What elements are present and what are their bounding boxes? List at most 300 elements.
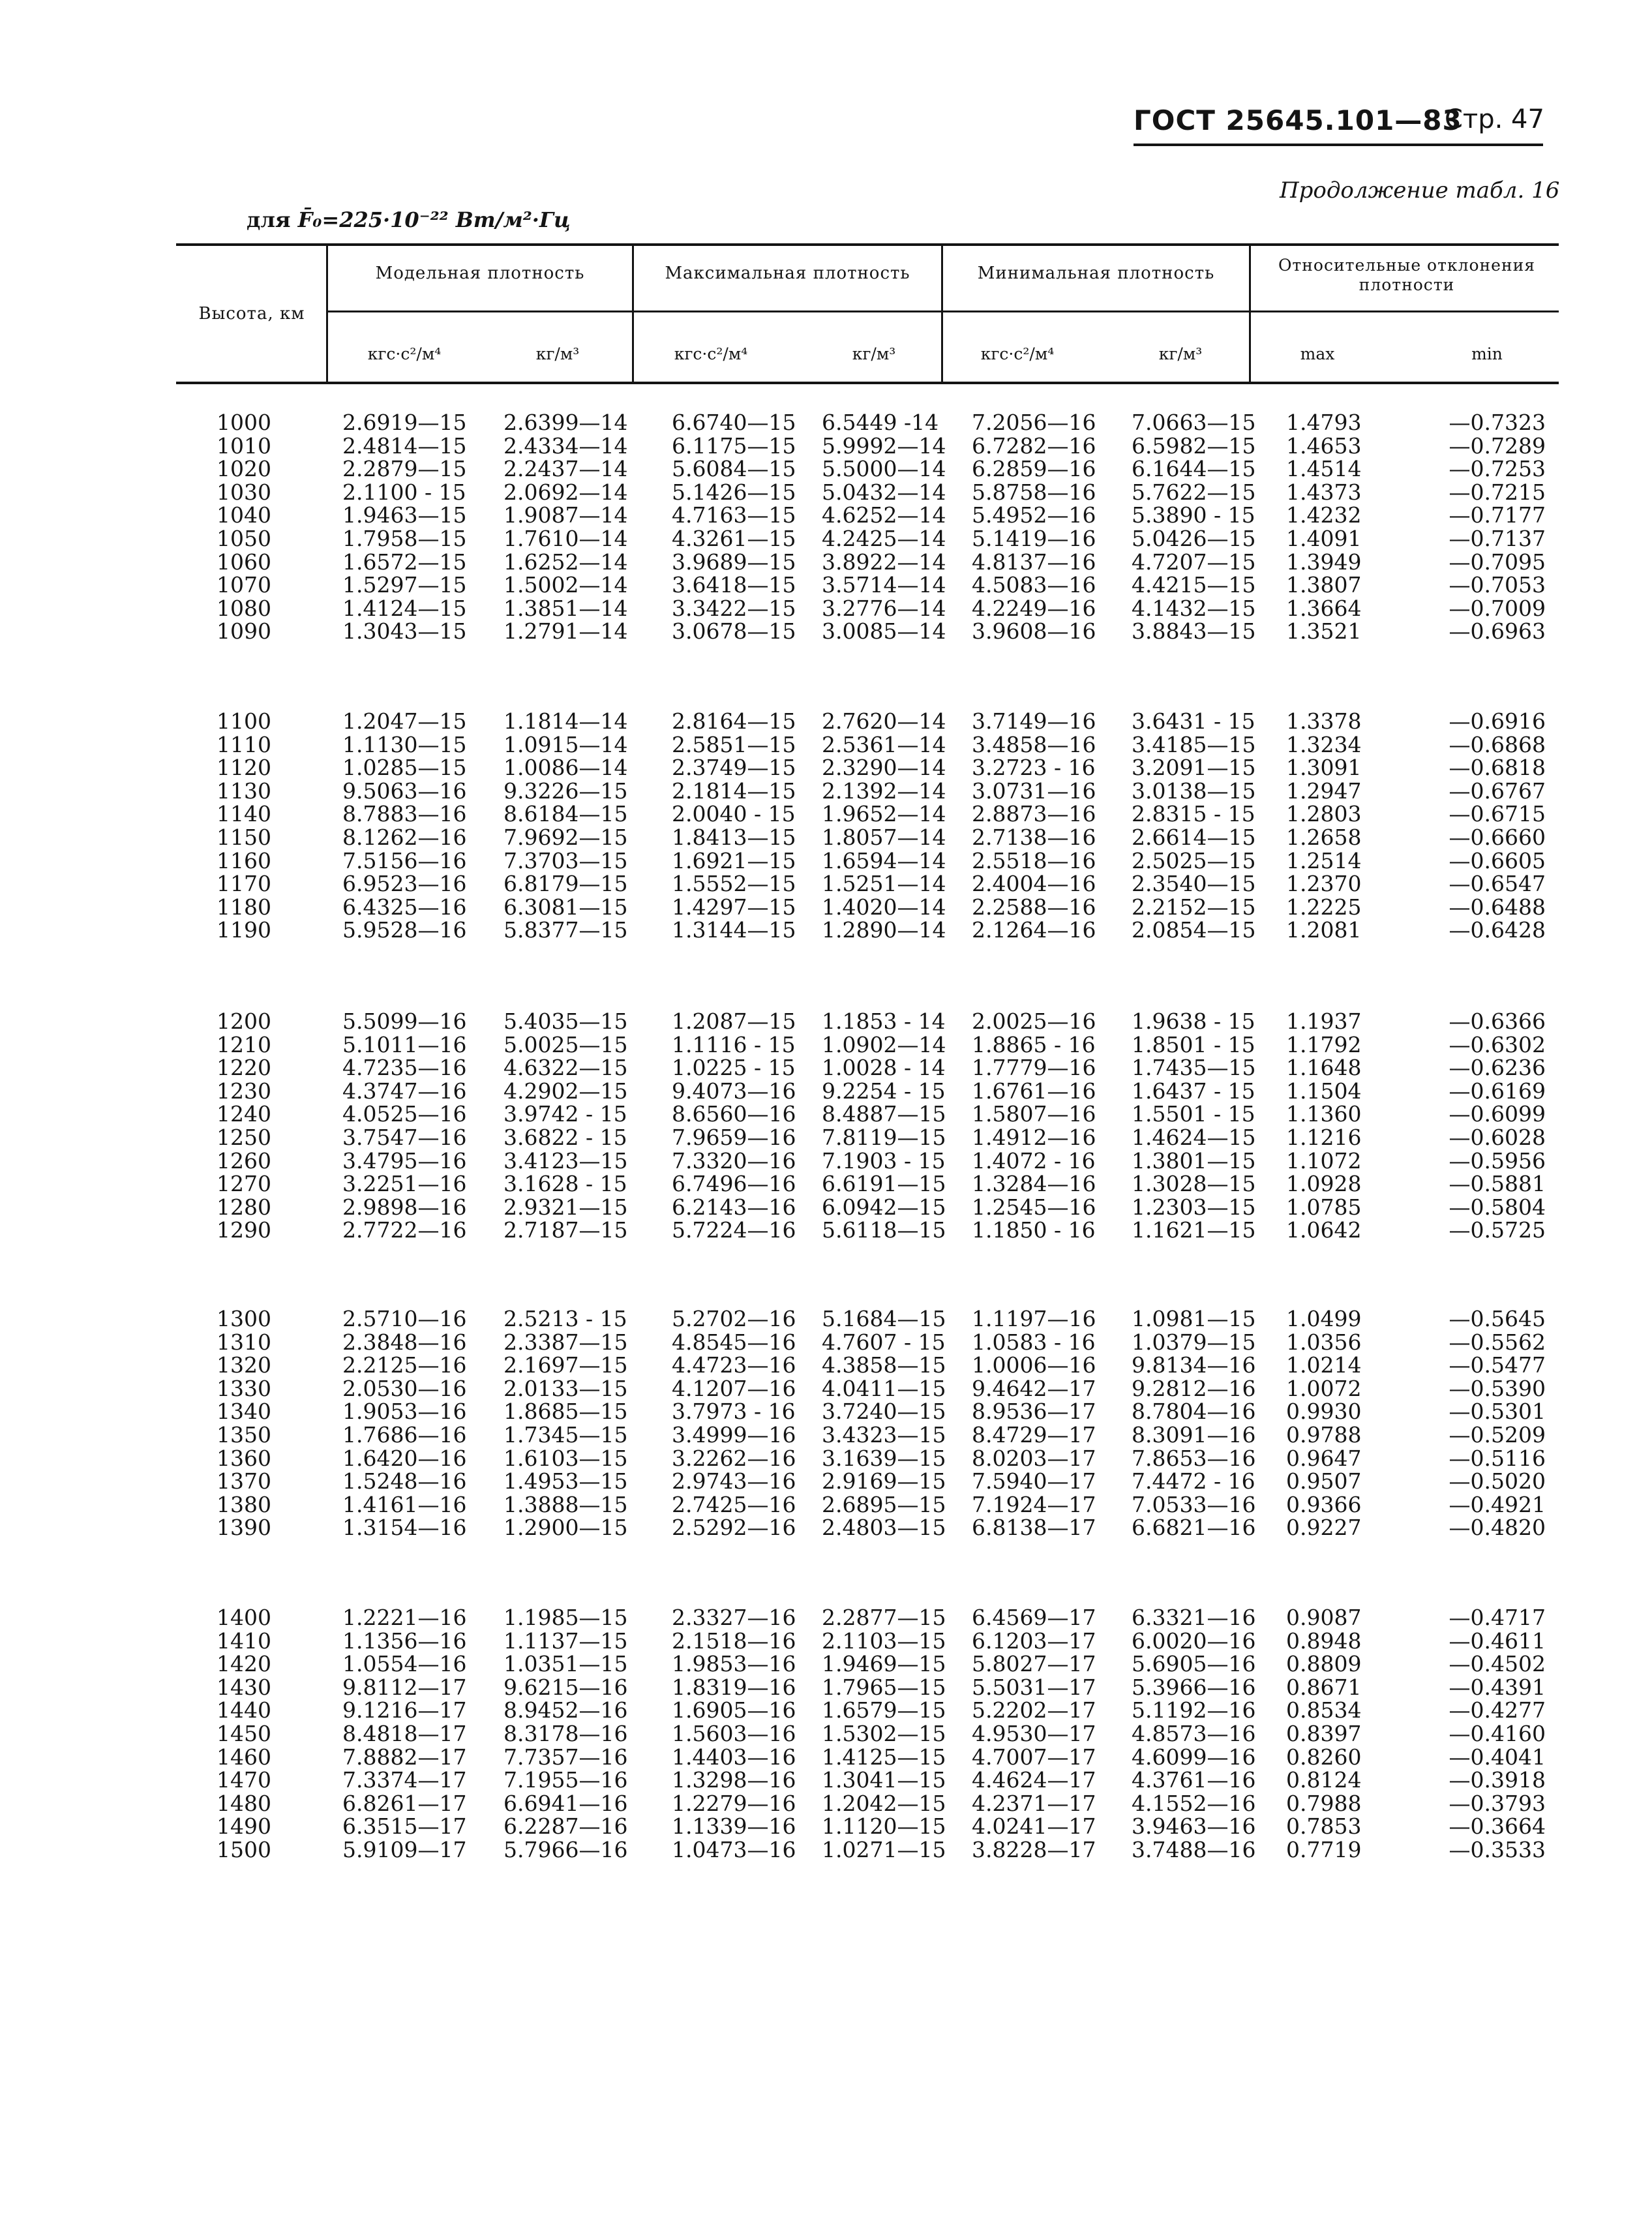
cell-min-kg: 4.8573—16	[1132, 1721, 1256, 1746]
cell-dev-min: —0.6236	[1449, 1055, 1546, 1081]
cell-height: 1220	[217, 1055, 271, 1081]
cell-model-kgs: 9.1216—17	[342, 1697, 467, 1723]
cell-max-kg: 5.0432—14	[822, 479, 946, 505]
cell-min-kg: 6.1644—15	[1132, 456, 1256, 482]
cell-min-kgs: 3.2723 - 16	[972, 755, 1096, 781]
cell-dev-min: —0.6428	[1449, 917, 1546, 943]
cell-min-kgs: 4.5083—16	[972, 572, 1096, 598]
cell-dev-min: —0.7095	[1449, 549, 1546, 575]
condition-formula: F̄₀=225·10⁻²² Вт/м²·Гц	[297, 207, 571, 232]
cell-min-kg: 6.3321—16	[1132, 1605, 1256, 1630]
cell-height: 1000	[217, 410, 271, 435]
cell-min-kgs: 5.1419—16	[972, 526, 1096, 551]
cell-max-kgs: 2.1518—16	[672, 1628, 796, 1654]
table-row	[176, 1722, 1559, 1746]
cell-dev-max: 1.1072	[1286, 1147, 1362, 1174]
page-label: Стр. 47	[1445, 104, 1544, 134]
cell-model-kgs: 2.2879—15	[342, 456, 467, 482]
cell-max-kgs: 1.1116 - 15	[672, 1031, 796, 1057]
cell-min-kg: 5.3890 - 15	[1132, 502, 1255, 528]
cell-dev-min: —0.5562	[1449, 1329, 1546, 1355]
cell-dev-min: —0.4277	[1449, 1697, 1546, 1723]
cell-max-kg: 2.5361—14	[822, 731, 946, 757]
cell-max-kgs: 2.5292—16	[672, 1515, 796, 1541]
cell-dev-min: —0.6660	[1449, 825, 1546, 850]
table-header-rule	[176, 382, 1559, 384]
cell-min-kgs: 3.9608—16	[972, 618, 1096, 644]
cell-max-kg: 4.2425—14	[822, 526, 946, 551]
cell-max-kg: 1.9469—15	[822, 1651, 946, 1677]
cell-max-kg: 3.7240—15	[822, 1399, 946, 1425]
cell-model-kg: 5.7966—16	[503, 1837, 628, 1862]
cell-max-kg: 5.9992—14	[822, 432, 946, 459]
cell-min-kgs: 4.2371—17	[972, 1790, 1096, 1816]
cell-dev-max: 1.3807	[1286, 572, 1362, 598]
cell-model-kgs: 1.6572—15	[342, 549, 467, 575]
cell-min-kgs: 6.2859—16	[972, 456, 1096, 482]
cell-max-kg: 1.0271—15	[822, 1837, 946, 1862]
cell-min-kgs: 5.2202—17	[972, 1697, 1096, 1723]
cell-dev-max: 1.0785	[1286, 1194, 1362, 1220]
cell-model-kgs: 3.2251—16	[342, 1171, 467, 1197]
cell-min-kg: 5.3966—16	[1132, 1674, 1256, 1700]
cell-max-kgs: 1.2279—16	[672, 1790, 796, 1816]
cell-min-kg: 8.3091—16	[1132, 1422, 1256, 1448]
cell-min-kg: 3.6431 - 15	[1132, 708, 1255, 734]
cell-min-kgs: 6.8138—17	[972, 1515, 1096, 1541]
cell-model-kgs: 8.7883—16	[342, 801, 467, 827]
cell-height: 1470	[217, 1767, 271, 1793]
cell-min-kgs: 4.4624—17	[972, 1767, 1096, 1793]
cell-min-kgs: 2.4004—16	[972, 871, 1096, 897]
table-row	[176, 1652, 1559, 1676]
cell-dev-max: 1.2658	[1286, 825, 1362, 850]
cell-model-kgs: 7.3374—17	[342, 1767, 467, 1793]
cell-min-kgs: 8.0203—17	[972, 1445, 1096, 1471]
cell-dev-max: 0.9507	[1286, 1468, 1362, 1494]
cell-model-kg: 2.5213 - 15	[503, 1306, 627, 1331]
table-row	[176, 1354, 1559, 1377]
cell-dev-min: —0.4921	[1449, 1491, 1546, 1517]
cell-model-kg: 6.6941—16	[503, 1790, 628, 1816]
cell-max-kg: 1.1120—15	[822, 1813, 946, 1840]
cell-model-kg: 3.1628 - 15	[503, 1171, 627, 1197]
cell-model-kgs: 4.7235—16	[342, 1055, 467, 1081]
cell-min-kgs: 7.1924—17	[972, 1491, 1096, 1517]
cell-model-kgs: 2.7722—16	[342, 1217, 467, 1243]
cell-min-kgs: 1.5807—16	[972, 1101, 1096, 1127]
cell-max-kg: 7.8119—15	[822, 1125, 946, 1150]
header-rule	[1134, 144, 1543, 146]
cell-dev-min: —0.6099	[1449, 1101, 1546, 1127]
cell-max-kg: 4.6252—14	[822, 502, 946, 528]
cell-min-kg: 3.4185—15	[1132, 731, 1256, 757]
cell-max-kgs: 1.0225 - 15	[672, 1055, 796, 1081]
cell-min-kgs: 7.5940—17	[972, 1468, 1096, 1494]
cell-max-kg: 2.1392—14	[822, 778, 946, 804]
cell-min-kgs: 2.0025—16	[972, 1008, 1096, 1034]
cell-model-kg: 1.4953—15	[503, 1468, 628, 1494]
cell-dev-min: —0.4820	[1449, 1515, 1546, 1541]
cell-min-kgs: 3.7149—16	[972, 708, 1096, 734]
cell-min-kg: 4.6099—16	[1132, 1744, 1256, 1770]
cell-model-kgs: 5.1011—16	[342, 1031, 467, 1057]
cell-dev-min: —0.5209	[1449, 1422, 1546, 1448]
cell-dev-min: —0.4502	[1449, 1651, 1546, 1677]
group-max: Максимальная плотность	[665, 264, 910, 283]
cell-max-kg: 2.9169—15	[822, 1468, 946, 1494]
cell-model-kg: 2.9321—15	[503, 1194, 628, 1220]
cell-height: 1430	[217, 1674, 271, 1700]
cell-max-kgs: 1.8319—16	[672, 1674, 796, 1700]
cell-max-kg: 3.0085—14	[822, 618, 946, 644]
cell-min-kg: 7.8653—16	[1132, 1445, 1256, 1471]
cell-min-kgs: 8.4729—17	[972, 1422, 1096, 1448]
cell-height: 1230	[217, 1078, 271, 1104]
cell-min-kg: 6.6821—16	[1132, 1515, 1256, 1541]
cell-model-kg: 6.8179—15	[503, 871, 628, 897]
cell-dev-max: 0.9087	[1286, 1605, 1362, 1630]
table-row	[176, 918, 1559, 942]
cell-model-kg: 9.3226—15	[503, 778, 628, 804]
cell-height: 1330	[217, 1375, 271, 1401]
cell-height: 1190	[217, 917, 271, 943]
unit-max-kg: кг/м³	[852, 344, 896, 363]
cell-min-kg: 9.2812—16	[1132, 1375, 1256, 1401]
table-row	[176, 1815, 1559, 1838]
cell-height: 1280	[217, 1194, 271, 1220]
cell-min-kg: 4.1432—15	[1132, 595, 1256, 621]
cell-max-kgs: 9.4073—16	[672, 1078, 796, 1104]
cell-model-kgs: 1.4124—15	[342, 595, 467, 621]
cell-dev-max: 1.2947	[1286, 778, 1362, 804]
cell-model-kg: 1.1985—15	[503, 1605, 628, 1630]
cell-height: 1480	[217, 1790, 271, 1816]
cell-min-kg: 1.4624—15	[1132, 1125, 1256, 1150]
cell-height: 1370	[217, 1468, 271, 1494]
cell-height: 1290	[217, 1217, 271, 1243]
cell-model-kgs: 1.3154—16	[342, 1515, 467, 1541]
cell-dev-max: 1.3091	[1286, 755, 1362, 781]
table-row	[176, 1423, 1559, 1447]
table-row	[176, 780, 1559, 803]
cell-dev-min: —0.6916	[1449, 708, 1546, 734]
cell-max-kgs: 6.7496—16	[672, 1171, 796, 1197]
cell-max-kgs: 5.7224—16	[672, 1217, 796, 1243]
table-row	[176, 1056, 1559, 1080]
cell-height: 1310	[217, 1329, 271, 1355]
cell-dev-min: —0.5477	[1449, 1352, 1546, 1378]
table-row	[176, 1746, 1559, 1769]
cell-model-kg: 1.5002—14	[503, 572, 628, 598]
cell-model-kg: 2.0692—14	[503, 479, 628, 505]
cell-height: 1460	[217, 1744, 271, 1770]
cell-max-kgs: 2.9743—16	[672, 1468, 796, 1494]
table-row	[176, 849, 1559, 873]
cell-min-kg: 2.3540—15	[1132, 871, 1256, 897]
cell-dev-min: —0.6767	[1449, 778, 1546, 804]
cell-height: 1420	[217, 1651, 271, 1677]
cell-dev-min: —0.6715	[1449, 801, 1546, 827]
cell-max-kgs: 7.3320—16	[672, 1147, 796, 1174]
table-row	[176, 1126, 1559, 1149]
cell-model-kg: 2.2437—14	[503, 456, 628, 482]
unit-max-kgs: кгс·с²/м⁴	[674, 344, 748, 363]
cell-dev-max: 0.9647	[1286, 1445, 1362, 1471]
cell-dev-max: 1.2225	[1286, 894, 1362, 920]
cell-dev-max: 0.7988	[1286, 1790, 1362, 1816]
cell-dev-max: 1.2081	[1286, 917, 1362, 943]
cell-dev-min: —0.5725	[1449, 1217, 1546, 1243]
table-row	[176, 802, 1559, 826]
cell-dev-min: —0.4391	[1449, 1674, 1546, 1700]
cell-dev-min: —0.5301	[1449, 1399, 1546, 1425]
cell-model-kgs: 2.6919—15	[342, 410, 467, 435]
cell-model-kgs: 2.1100 - 15	[342, 479, 466, 505]
cell-dev-min: —0.7137	[1449, 526, 1546, 551]
cell-height: 1390	[217, 1515, 271, 1541]
cell-max-kgs: 1.3298—16	[672, 1767, 796, 1793]
table-row	[176, 1447, 1559, 1470]
cell-model-kg: 2.0133—15	[503, 1375, 628, 1401]
cell-max-kgs: 1.4297—15	[672, 894, 796, 920]
cell-model-kg: 4.2902—15	[503, 1078, 628, 1104]
cell-dev-max: 1.3949	[1286, 549, 1362, 575]
cell-max-kgs: 3.4999—16	[672, 1422, 796, 1448]
cell-min-kg: 3.2091—15	[1132, 755, 1256, 781]
cell-min-kgs: 2.2588—16	[972, 894, 1096, 920]
cell-model-kg: 1.3851—14	[503, 595, 628, 621]
table-row	[176, 1377, 1559, 1401]
cell-dev-max: 0.9788	[1286, 1422, 1362, 1448]
cell-min-kgs: 9.4642—17	[972, 1375, 1096, 1401]
cell-height: 1030	[217, 479, 271, 505]
cell-model-kg: 1.3888—15	[503, 1491, 628, 1517]
cell-max-kgs: 4.8545—16	[672, 1329, 796, 1355]
cell-model-kg: 3.9742 - 15	[503, 1101, 627, 1127]
continuation-note: Продолжение табл. 16	[1280, 177, 1560, 204]
cell-min-kgs: 1.8865 - 16	[972, 1031, 1096, 1057]
cell-dev-min: —0.5881	[1449, 1171, 1546, 1197]
cell-model-kgs: 4.3747—16	[342, 1078, 467, 1104]
cell-dev-max: 1.4091	[1286, 526, 1362, 551]
cell-max-kgs: 2.5851—15	[672, 731, 796, 757]
unit-min-kgs: кгс·с²/м⁴	[980, 344, 1055, 363]
cell-min-kg: 1.3028—15	[1132, 1171, 1256, 1197]
cell-max-kg: 6.5449 -14	[822, 410, 939, 435]
cell-model-kgs: 1.1130—15	[342, 731, 467, 757]
table-row	[176, 1400, 1559, 1423]
cell-min-kg: 2.0854—15	[1132, 917, 1256, 943]
cell-min-kg: 1.5501 - 15	[1132, 1101, 1255, 1127]
cell-max-kgs: 2.3327—16	[672, 1605, 796, 1630]
cell-min-kgs: 2.8873—16	[972, 801, 1096, 827]
cell-dev-min: —0.3793	[1449, 1790, 1546, 1816]
cell-min-kgs: 1.1197—16	[972, 1306, 1096, 1331]
cell-dev-min: —0.5804	[1449, 1194, 1546, 1220]
cell-min-kgs: 2.7138—16	[972, 825, 1096, 850]
cell-min-kg: 1.2303—15	[1132, 1194, 1256, 1220]
cell-dev-max: 1.0072	[1286, 1375, 1362, 1401]
table-row	[176, 411, 1559, 434]
cell-min-kg: 3.7488—16	[1132, 1837, 1256, 1862]
cell-max-kg: 6.0942—15	[822, 1194, 946, 1220]
table-row	[176, 1493, 1559, 1517]
cell-dev-min: —0.6605	[1449, 847, 1546, 873]
cell-model-kgs: 1.6420—16	[342, 1445, 467, 1471]
cell-dev-min: —0.7177	[1449, 502, 1546, 528]
cell-dev-max: 0.7719	[1286, 1837, 1362, 1862]
cell-min-kg: 9.8134—16	[1132, 1352, 1256, 1378]
cell-model-kgs: 4.0525—16	[342, 1101, 467, 1127]
cell-height: 1250	[217, 1125, 271, 1150]
cell-max-kgs: 1.5552—15	[672, 871, 796, 897]
cell-dev-max: 1.4653	[1286, 432, 1362, 459]
cell-min-kg: 1.7435—15	[1132, 1055, 1256, 1081]
cell-model-kg: 5.0025—15	[503, 1031, 628, 1057]
cell-min-kgs: 4.9530—17	[972, 1721, 1096, 1746]
cell-height: 1440	[217, 1697, 271, 1723]
cell-height: 1500	[217, 1837, 271, 1862]
table-row	[176, 434, 1559, 458]
cell-max-kgs: 1.8413—15	[672, 825, 796, 850]
cell-min-kgs: 6.4569—17	[972, 1605, 1096, 1630]
cell-max-kg: 2.1103—15	[822, 1628, 946, 1654]
table-row	[176, 457, 1559, 481]
cell-max-kgs: 2.0040 - 15	[672, 801, 796, 827]
table-row	[176, 1307, 1559, 1331]
cell-dev-min: —0.7215	[1449, 479, 1546, 505]
cell-dev-min: —0.6169	[1449, 1078, 1546, 1104]
table-row	[176, 597, 1559, 620]
cell-dev-max: 1.3378	[1286, 708, 1362, 734]
cell-height: 1450	[217, 1721, 271, 1746]
cell-min-kg: 5.6905—16	[1132, 1651, 1256, 1677]
cell-min-kg: 7.0533—16	[1132, 1491, 1256, 1517]
cell-height: 1170	[217, 871, 271, 897]
table-row	[176, 481, 1559, 504]
table-row	[176, 1676, 1559, 1699]
cell-model-kg: 1.0351—15	[503, 1651, 628, 1677]
cell-height: 1340	[217, 1399, 271, 1425]
cell-height: 1120	[217, 755, 271, 781]
cell-min-kgs: 6.1203—17	[972, 1628, 1096, 1654]
cell-height: 1200	[217, 1008, 271, 1034]
cell-max-kgs: 6.2143—16	[672, 1194, 796, 1220]
cell-dev-min: —0.6302	[1449, 1031, 1546, 1057]
cell-min-kg: 3.9463—16	[1132, 1813, 1256, 1840]
cell-model-kg: 1.7610—14	[503, 526, 628, 551]
table-row	[176, 1470, 1559, 1493]
unit-max-dev: max	[1300, 344, 1335, 363]
cell-dev-max: 1.1937	[1286, 1008, 1362, 1034]
cell-max-kg: 3.5714—14	[822, 572, 946, 598]
cell-model-kg: 2.4334—14	[503, 432, 628, 459]
cell-height: 1100	[217, 708, 271, 734]
cell-min-kgs: 4.0241—17	[972, 1813, 1096, 1840]
cell-max-kgs: 2.1814—15	[672, 778, 796, 804]
cell-model-kgs: 3.7547—16	[342, 1125, 467, 1150]
cell-model-kg: 7.1955—16	[503, 1767, 628, 1793]
cell-min-kgs: 3.0731—16	[972, 778, 1096, 804]
cell-min-kg: 4.7207—15	[1132, 549, 1256, 575]
cell-min-kg: 5.7622—15	[1132, 479, 1256, 505]
cell-model-kg: 1.6252—14	[503, 549, 628, 575]
table-row	[176, 1838, 1559, 1862]
table-row	[176, 1699, 1559, 1722]
table-row	[176, 896, 1559, 919]
cell-dev-min: —0.5956	[1449, 1147, 1546, 1174]
cell-dev-max: 1.4373	[1286, 479, 1362, 505]
cell-dev-max: 0.8671	[1286, 1674, 1362, 1700]
cell-model-kg: 1.7345—15	[503, 1422, 628, 1448]
cell-model-kgs: 2.0530—16	[342, 1375, 467, 1401]
cell-model-kg: 8.6184—15	[503, 801, 628, 827]
cell-dev-max: 1.1216	[1286, 1125, 1362, 1150]
cell-dev-min: —0.7289	[1449, 432, 1546, 459]
cell-dev-max: 1.2803	[1286, 801, 1362, 827]
cell-max-kg: 4.0411—15	[822, 1375, 946, 1401]
table-row	[176, 872, 1559, 896]
cell-min-kgs: 5.5031—17	[972, 1674, 1096, 1700]
cell-model-kgs: 9.5063—16	[342, 778, 467, 804]
cell-max-kgs: 1.0473—16	[672, 1837, 796, 1862]
cell-dev-max: 1.1792	[1286, 1031, 1362, 1057]
cell-height: 1300	[217, 1306, 271, 1331]
cell-max-kgs: 2.7425—16	[672, 1491, 796, 1517]
cell-min-kgs: 1.3284—16	[972, 1171, 1096, 1197]
cell-min-kg: 4.3761—16	[1132, 1767, 1256, 1793]
cell-model-kgs: 1.2047—15	[342, 708, 467, 734]
cell-height: 1360	[217, 1445, 271, 1471]
cell-max-kg: 4.7607 - 15	[822, 1329, 946, 1355]
condition-prefix: для	[247, 207, 291, 232]
cell-model-kg: 2.7187—15	[503, 1217, 628, 1243]
cell-min-kgs: 1.6761—16	[972, 1078, 1096, 1104]
cell-dev-min: —0.7009	[1449, 595, 1546, 621]
cell-dev-max: 1.2514	[1286, 847, 1362, 873]
cell-dev-max: 0.8397	[1286, 1721, 1362, 1746]
cell-max-kg: 1.5251—14	[822, 871, 946, 897]
table-row	[176, 1331, 1559, 1354]
cell-max-kg: 6.6191—15	[822, 1171, 946, 1197]
cell-model-kg: 5.4035—15	[503, 1008, 628, 1034]
table-row	[176, 1219, 1559, 1242]
table-row	[176, 1516, 1559, 1539]
cell-height: 1070	[217, 572, 271, 598]
cell-model-kgs: 5.5099—16	[342, 1008, 467, 1034]
table-row	[176, 733, 1559, 757]
cell-min-kg: 2.6614—15	[1132, 825, 1256, 850]
cell-model-kgs: 1.0554—16	[342, 1651, 467, 1677]
table-row	[176, 1080, 1559, 1103]
cell-dev-max: 1.0928	[1286, 1171, 1362, 1197]
cell-dev-max: 1.1360	[1286, 1101, 1362, 1127]
cell-dev-min: —0.5645	[1449, 1306, 1546, 1331]
cell-dev-min: —0.3533	[1449, 1837, 1546, 1862]
cell-model-kgs: 1.9463—15	[342, 502, 467, 528]
cell-max-kgs: 1.4403—16	[672, 1744, 796, 1770]
cell-max-kg: 1.0902—14	[822, 1031, 946, 1057]
cell-height: 1110	[217, 731, 271, 757]
cell-model-kg: 4.6322—15	[503, 1055, 628, 1081]
cell-max-kgs: 4.4723—16	[672, 1352, 796, 1378]
table-row	[176, 1196, 1559, 1219]
cell-model-kgs: 5.9109—17	[342, 1837, 467, 1862]
cell-max-kgs: 3.9689—15	[672, 549, 796, 575]
cell-model-kgs: 9.8112—17	[342, 1674, 467, 1700]
cell-max-kg: 5.1684—15	[822, 1306, 946, 1331]
